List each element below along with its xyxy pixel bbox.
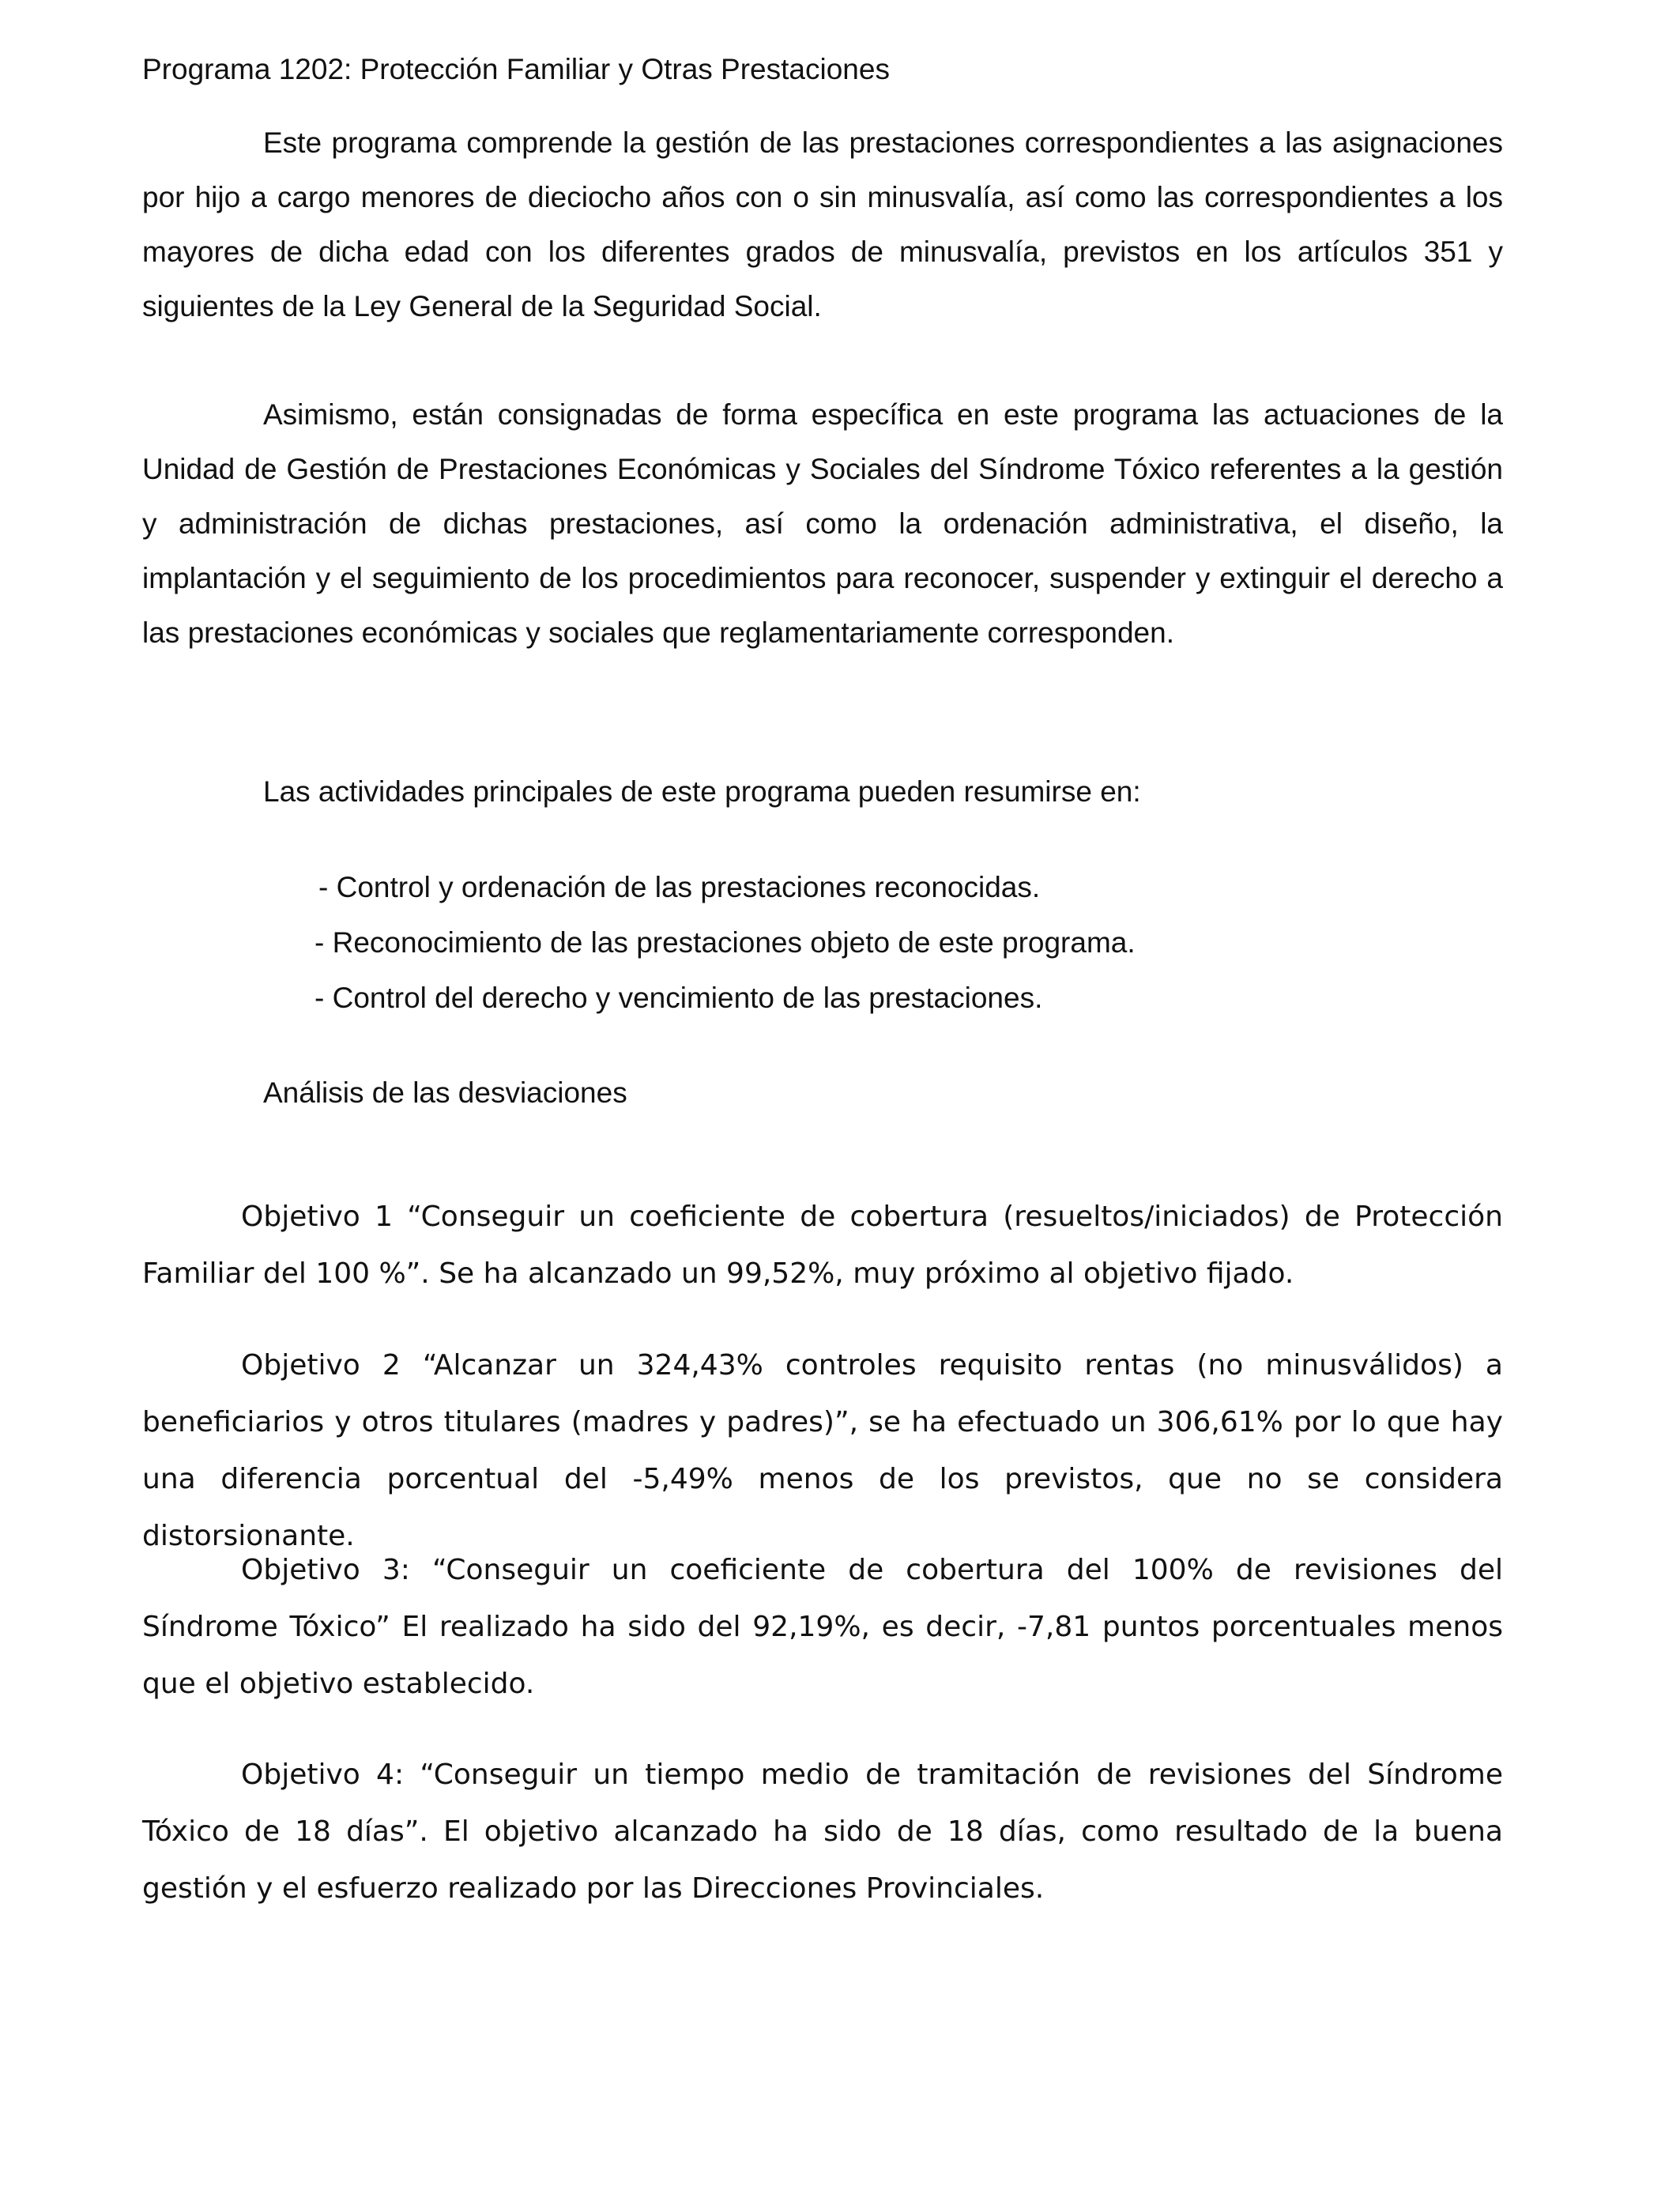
- objective-4: Objetivo 4: “Conseguir un tiempo medio de tramitación de revisiones del Síndrome Tóxico de 18 días”. El objetivo alcanzado ha sido de 18 días, como resultado de la buena gestión y el esfuerzo realizado por las Direcciones Provinciales.: [142, 1759, 1503, 1905]
- section-heading-deviations: Análisis de las desviaciones: [263, 1076, 627, 1109]
- paragraph-activities-intro: Las actividades principales de este programa pueden resumirse en:: [263, 775, 1141, 808]
- list-item: - Control del derecho y vencimiento de las prestaciones.: [315, 982, 1043, 1014]
- objective-2: Objetivo 2 “Alcanzar un 324,43% controles requisito rentas (no minusválidos) a beneficiarios y otros titulares (madres y padres)”, se ha efectuado un 306,61% por lo que hay una diferencia porcentual del -5,49% menos de los previstos, que no se considera distorsionante.: [142, 1349, 1503, 1552]
- objective-1: Objetivo 1 “Conseguir un coeficiente de cobertura (resueltos/iniciados) de Protección Familiar del 100 %”. Se ha alcanzado un 99,52%, muy próximo al objetivo fijado.: [142, 1201, 1503, 1290]
- list-item: - Reconocimiento de las prestaciones objeto de este programa.: [315, 926, 1136, 959]
- list-item: - Control y ordenación de las prestaciones reconocidas.: [318, 871, 1041, 903]
- objective-3: Objetivo 3: “Conseguir un coeficiente de cobertura del 100% de revisiones del Síndrome Tóxico” El realizado ha sido del 92,19%, es decir, -7,81 puntos porcentuales menos que el objetivo establecido.: [142, 1554, 1503, 1700]
- page-title: Programa 1202: Protección Familiar y Otras Prestaciones: [142, 53, 890, 85]
- paragraph-toxic-syndrome-unit: Asimismo, están consignadas de forma específica en este programa las actuaciones de la Unidad de Gestión de Prestaciones Económicas y Sociales del Síndrome Tóxico referentes a la gestión y administración de dichas prestaciones, así como la ordenación administrativa, el diseño, la implantación y el seguimiento de los procedimientos para reconocer, suspender y extinguir el derecho a las prestaciones económicas y sociales que reglamentariamente corresponden.: [142, 398, 1503, 649]
- paragraph-program-scope: Este programa comprende la gestión de las prestaciones correspondientes a las asignaciones por hijo a cargo menores de dieciocho años con o sin minusvalía, así como las correspondientes a los mayores de dicha edad con los diferentes grados de minusvalía, previstos en los artículos 351 y siguientes de la Ley General de la Seguridad Social.: [142, 126, 1503, 322]
